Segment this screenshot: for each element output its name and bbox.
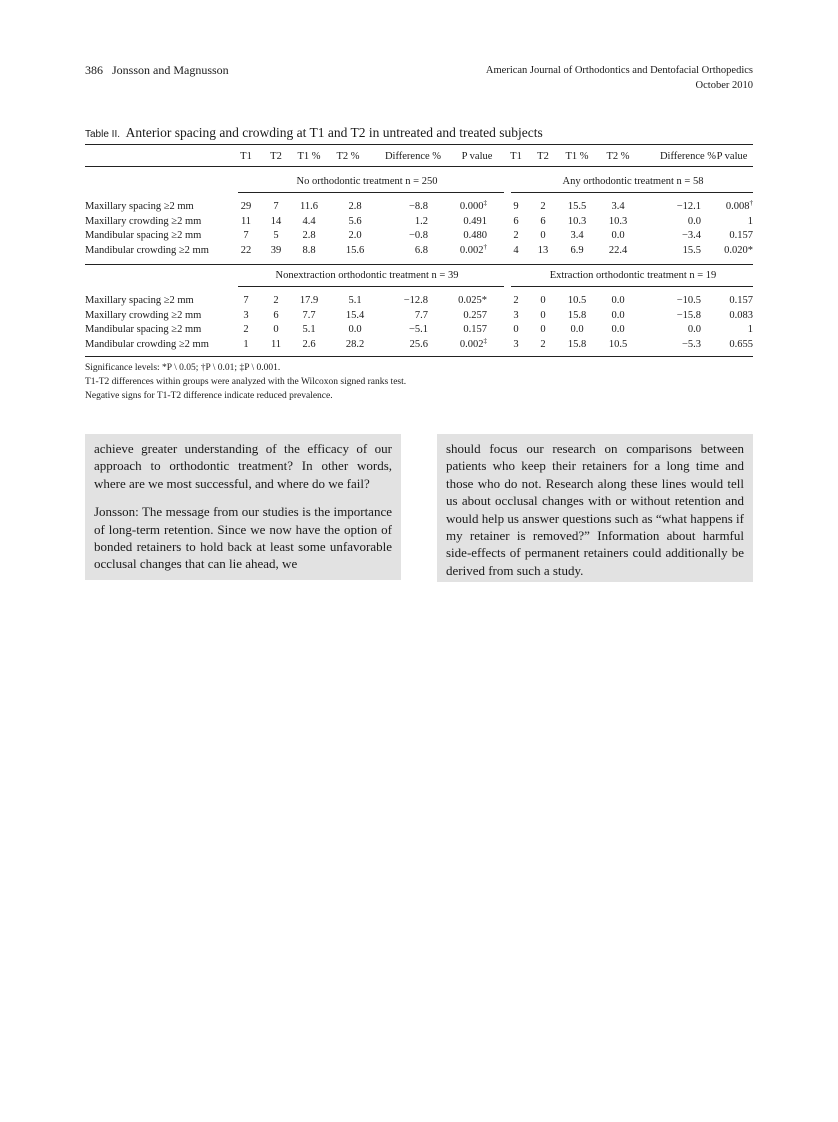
column-header: T2 % — [336, 151, 360, 162]
table-cell: 3.4 — [570, 230, 584, 242]
table-cell: 1 — [747, 324, 753, 336]
table-cell: 25.6 — [409, 339, 428, 351]
table-cell: 10.3 — [608, 215, 628, 227]
table-cell: 2 — [540, 339, 546, 351]
table-cell: −3.4 — [681, 230, 701, 242]
table-cell: 22 — [240, 245, 252, 257]
running-head-right — [486, 63, 753, 93]
table-cell: 3 — [243, 309, 249, 321]
journal-issue: October 2010 — [695, 80, 753, 91]
journal-name: American Journal of Orthodontics and Dentofacial Orthopedics — [485, 65, 753, 76]
table-cell: 0.008† — [725, 199, 753, 212]
table-mid-rule — [85, 264, 753, 265]
row-label: Mandibular crowding ≥2 mm — [85, 245, 209, 257]
table-cell: 6 — [273, 309, 279, 321]
table-cell: 0.257 — [463, 309, 487, 321]
table-cell: 11 — [240, 215, 252, 227]
row-label: Maxillary spacing ≥2 mm — [85, 295, 194, 306]
table-cell: 7.7 — [302, 309, 316, 321]
table-cell: 2 — [513, 295, 519, 306]
table-cell: 7 — [243, 230, 249, 242]
interview-box-right — [437, 434, 753, 582]
table-cell: 13 — [537, 245, 549, 257]
table-cell: 3 — [513, 309, 519, 321]
table-cell: 0.0 — [611, 295, 625, 306]
table-cell: 11.6 — [300, 201, 318, 212]
table-cell: 1 — [747, 215, 753, 227]
table-cell: 7.7 — [414, 309, 428, 321]
column-header: T2 % — [606, 151, 630, 162]
table-cell: 8.8 — [302, 245, 316, 257]
table-cell: −8.8 — [408, 201, 428, 212]
table-cell: 2.8 — [348, 201, 362, 212]
table-cell: 4 — [513, 245, 519, 257]
table-cell: 39 — [270, 245, 282, 257]
column-header: P value — [461, 151, 493, 162]
table-cell: 5.1 — [302, 324, 316, 336]
table-cell: 0 — [513, 324, 519, 336]
table-cell: −10.5 — [676, 295, 701, 306]
table-cell: 0.157 — [463, 324, 487, 336]
row-label: Mandibular crowding ≥2 mm — [85, 339, 209, 351]
table-cell: −5.3 — [681, 339, 701, 351]
table-cell: 0.157 — [729, 230, 753, 242]
table-cell: 10.3 — [567, 215, 587, 227]
table-cell: 1.2 — [414, 215, 428, 227]
table-title: Anterior spacing and crowding at T1 and T2 in untreated and treated subjects — [125, 125, 543, 140]
table-cell: 2.8 — [302, 230, 316, 242]
table-cell: 0.083 — [729, 309, 753, 321]
significance-mark: † — [483, 243, 487, 252]
table-cell: 10.5 — [567, 295, 587, 306]
table-cell: 2 — [273, 295, 279, 306]
running-head-authors: Jonsson and Magnusson — [112, 63, 229, 77]
table-cell: −12.1 — [676, 201, 701, 212]
table-cell: 0 — [540, 295, 546, 306]
table-cell: 0.025* — [458, 295, 487, 306]
table-cell: 7 — [273, 201, 279, 212]
table-cell: 1 — [243, 339, 249, 351]
table-cell: 0 — [540, 324, 546, 336]
table-caption — [85, 125, 543, 141]
table-cell: 0.002† — [459, 243, 487, 257]
table-cell: 0.157 — [729, 295, 753, 306]
column-header: P value — [716, 151, 748, 162]
footnote-test: T1-T2 differences within groups were analyzed with the Wilcoxon signed ranks test. — [85, 377, 407, 387]
interview-answer-continued: should focus our research on comparisons between patients who keep their retainers for a long time and those who do not. Research along these lines would tell us about occlusal changes with or without retention and would help us answer questions such as “what happens if my retainer is removed?” Information about harmful side-effects of permanent retainers could additionally be derived from such a study. — [446, 441, 744, 578]
table-cell: 5 — [273, 230, 279, 242]
running-head-left — [85, 63, 229, 78]
footnote-significance: Significance levels: *P \ 0.05; †P \ 0.01; ‡P \ 0.001. — [85, 363, 281, 373]
interview-answer-start: Jonsson: The message from our studies is the importance of long-term retention. Since we now have the option of bonded retainers to hold back at least some unfavorable occlusal changes that can lie ahead, we — [94, 504, 392, 572]
table-header-rule — [85, 166, 753, 167]
table-cell: 14 — [270, 215, 282, 227]
table-cell: 3 — [513, 339, 519, 351]
table-cell: 11 — [270, 339, 282, 351]
group-title-left: Nonextraction orthodontic treatment n = 39 — [275, 270, 459, 281]
table-cell: −12.8 — [403, 295, 428, 306]
table-cell: 10.5 — [608, 339, 628, 351]
table-cell: 0.480 — [463, 230, 487, 242]
table-cell: 6 — [513, 215, 519, 227]
table-cell: 0.655 — [729, 339, 753, 351]
table-cell: 0.0 — [611, 230, 625, 242]
row-label: Mandibular spacing ≥2 mm — [85, 324, 202, 336]
table-cell: 0 — [540, 309, 546, 321]
table-bottom-rule — [85, 356, 753, 357]
table-cell: −0.8 — [408, 230, 428, 242]
table-cell: 17.9 — [299, 295, 319, 306]
column-header: T1 % — [565, 151, 589, 162]
column-header: Difference % — [384, 151, 442, 162]
table-cell: 0.000‡ — [459, 199, 487, 212]
table-cell: 15.8 — [567, 309, 587, 321]
group-1-left-underline — [238, 192, 504, 193]
table-cell: 0.0 — [611, 324, 625, 336]
interview-box-left — [85, 434, 401, 580]
table-cell: 0.491 — [463, 215, 487, 227]
table-cell: −15.8 — [676, 309, 701, 321]
table-cell: 2 — [243, 324, 249, 336]
table-cell: 22.4 — [608, 245, 628, 257]
table-cell: 0.0 — [570, 324, 584, 336]
column-header: T2 — [270, 151, 282, 162]
row-label: Maxillary crowding ≥2 mm — [85, 309, 202, 321]
group-title-left: No orthodontic treatment n = 250 — [296, 176, 438, 187]
row-label: Maxillary spacing ≥2 mm — [85, 201, 194, 212]
table-cell: 15.5 — [682, 245, 701, 257]
table-cell: 2.6 — [302, 339, 316, 351]
significance-mark: ‡ — [483, 199, 487, 207]
table-label: Table II. — [85, 129, 121, 140]
footnote-sign: Negative signs for T1-T2 difference indicate reduced prevalence. — [85, 391, 333, 401]
column-header: T1 — [510, 151, 522, 162]
table-cell: 29 — [240, 201, 252, 212]
table-cell: 9 — [513, 201, 519, 212]
table-cell: 5.6 — [348, 215, 362, 227]
column-header: T1 — [240, 151, 252, 162]
significance-mark: † — [749, 199, 753, 207]
row-label: Mandibular spacing ≥2 mm — [85, 230, 202, 242]
table-cell: 6 — [540, 215, 546, 227]
page-number: 386 — [85, 63, 103, 77]
row-label: Maxillary crowding ≥2 mm — [85, 215, 202, 227]
group-2-left-underline — [238, 286, 504, 287]
column-header: T2 — [537, 151, 549, 162]
table-cell: 7 — [243, 295, 249, 306]
interview-question-end: achieve greater understanding of the efficacy of our approach to orthodontic treatment? In other words, where are we most successful, and where do we fail? — [94, 441, 392, 491]
table-cell: 0.020* — [724, 245, 753, 257]
table-cell: 2 — [513, 230, 519, 242]
column-header: Difference % — [659, 151, 717, 162]
group-title-right: Any orthodontic treatment n = 58 — [562, 176, 704, 187]
table-top-rule — [85, 144, 753, 145]
group-2-right-underline — [511, 286, 753, 287]
table-cell: 6.8 — [414, 245, 428, 257]
table-cell: 0.0 — [687, 215, 701, 227]
table-cell: 28.2 — [345, 339, 365, 351]
table-cell: 0.0 — [348, 324, 362, 336]
table-cell: 15.6 — [345, 245, 365, 257]
table-cell: 3.4 — [611, 201, 625, 212]
table-cell: 0 — [273, 324, 279, 336]
table-cell: 0.002‡ — [459, 337, 487, 351]
table-cell: 5.1 — [348, 295, 362, 306]
table-footnotes — [85, 361, 406, 403]
group-title-right: Extraction orthodontic treatment n = 19 — [549, 270, 717, 281]
significance-mark: ‡ — [483, 337, 487, 346]
table-cell: 0.0 — [611, 309, 625, 321]
table-cell: 2.0 — [348, 230, 362, 242]
table-cell: 15.5 — [567, 201, 587, 212]
column-header: T1 % — [297, 151, 321, 162]
table-cell: −5.1 — [408, 324, 428, 336]
group-1-right-underline — [511, 192, 753, 193]
table-cell: 15.8 — [567, 339, 587, 351]
table-cell: 6.9 — [570, 245, 584, 257]
table-cell: 4.4 — [302, 215, 316, 227]
table-cell: 0 — [540, 230, 546, 242]
table-cell: 0.0 — [687, 324, 701, 336]
table-cell: 15.4 — [345, 309, 365, 321]
table-cell: 2 — [540, 201, 546, 212]
